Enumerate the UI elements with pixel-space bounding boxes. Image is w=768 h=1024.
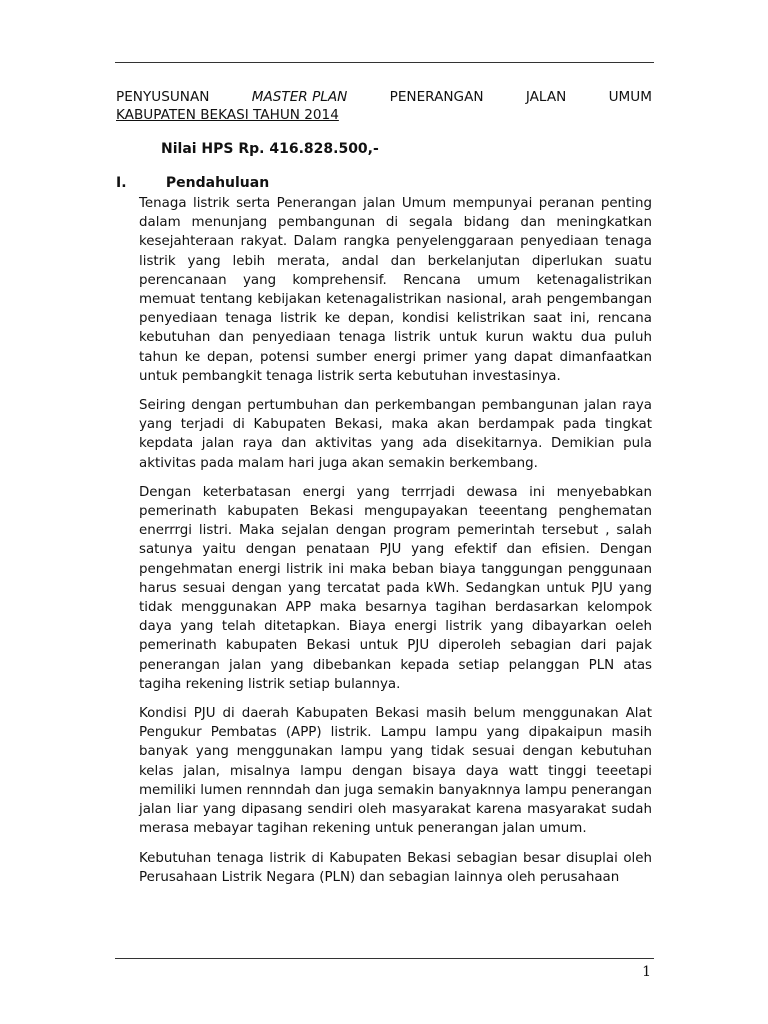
title-line-2: KABUPATEN BEKASI TAHUN 2014 (116, 107, 339, 123)
page-number: 1 (642, 964, 651, 980)
paragraph: Tenaga listrik serta Penerangan jalan Umum mempunyai peranan penting dalam menunjang pembangunan di segala bidang dan meningkatkan kesejahteraan rakyat. Dalam rangka penyelenggaraan penyediaan tenaga listrik yang lebih merata, andal dan berkelanjutan diperlukan suatu perencanaan yang komprehensif. Rencana umum ketenagalistrikan memuat tentang kebijakan ketenagalistrikan nasional, arah pengembangan penyediaan tenaga listrik ke depan, kondisi kelistrikan saat ini, rencana kebutuhan dan penyediaan tenaga listrik untuk kurun waktu dua puluh tahun ke depan, potensi sumber energi primer yang dapat dimanfaatkan untuk pembangkit tenaga listrik serta kebutuhan investasinya. (139, 196, 652, 384)
header-rule (115, 62, 654, 63)
section-heading (116, 175, 269, 191)
footer-rule (115, 958, 654, 959)
hps-value: Nilai HPS Rp. 416.828.500,- (161, 141, 379, 157)
section-title: Pendahuluan (165, 175, 270, 191)
body-text (139, 194, 652, 897)
paragraph: Kebutuhan tenaga listrik di Kabupaten Bekasi sebagian besar disuplai oleh Perusahaan Listrik Negara (PLN) dan sebagian lainnya oleh perusahaan (139, 850, 652, 885)
section-number: I. (116, 175, 127, 191)
paragraph: Seiring dengan pertumbuhan dan perkembangan pembangunan jalan raya yang terjadi di Kabupaten Bekasi, maka akan berdampak pada tingkat kepdata jalan raya dan aktivitas yang ada disekitarnya. Demikian pula aktivitas pada malam hari juga akan semakin berkembang. (139, 398, 652, 471)
paragraph: Kondisi PJU di daerah Kabupaten Bekasi masih belum menggunakan Alat Pengukur Pembatas (APP) listrik. Lampu lampu yang dipakaipun masih banyak yang menggunakan lampu yang tidak sesuai dengan kebutuhan kelas jalan, misalnya lampu dengan bisaya daya watt tinggi teeetapi memiliki lumen rennndah dan juga semakin banyaknnya lampu penerangan jalan liar yang dipasang sendiri oleh masyarakat karena masyarakat sudah merasa mebayar tagihan rekening untuk penerangan jalan umum. (139, 706, 652, 837)
title-word: PENERANGAN (389, 89, 484, 105)
title-word: JALAN (525, 89, 567, 105)
title-word: UMUM (608, 89, 652, 105)
document-title (116, 88, 652, 124)
paragraph: Dengan keterbatasan energi yang terrrjadi dewasa ini menyebabkan pemerinath kabupaten Bekasi mengupayakan teeentang penghematan enerrrgi listri. Maka sejalan dengan program pemerintah tersebut , salah satunya yaitu dengan penataan PJU yang efektif dan efisien. Dengan pengehmatan energi listrik ini maka beban biaya tanggungan penggunaan harus sesuai dengan yang tercatat pada kWh. Sedangkan untuk PJU yang tidak menggunakan APP maka besarnya tagihan berdasarkan kelompok daya yang telah ditetapkan. Biaya energi listrik yang dibayarkan oeleh pemerinath kabupaten Bekasi untuk PJU diperoleh sebagian dari pajak penerangan jalan yang dibebankan kepada setiap pelanggan PLN atas tagiha rekening listrik setiap bulannya. (139, 484, 652, 692)
title-word: PENYUSUNAN (116, 89, 210, 105)
title-line-1 (116, 88, 652, 106)
title-word-italic: MASTER PLAN (251, 89, 348, 105)
